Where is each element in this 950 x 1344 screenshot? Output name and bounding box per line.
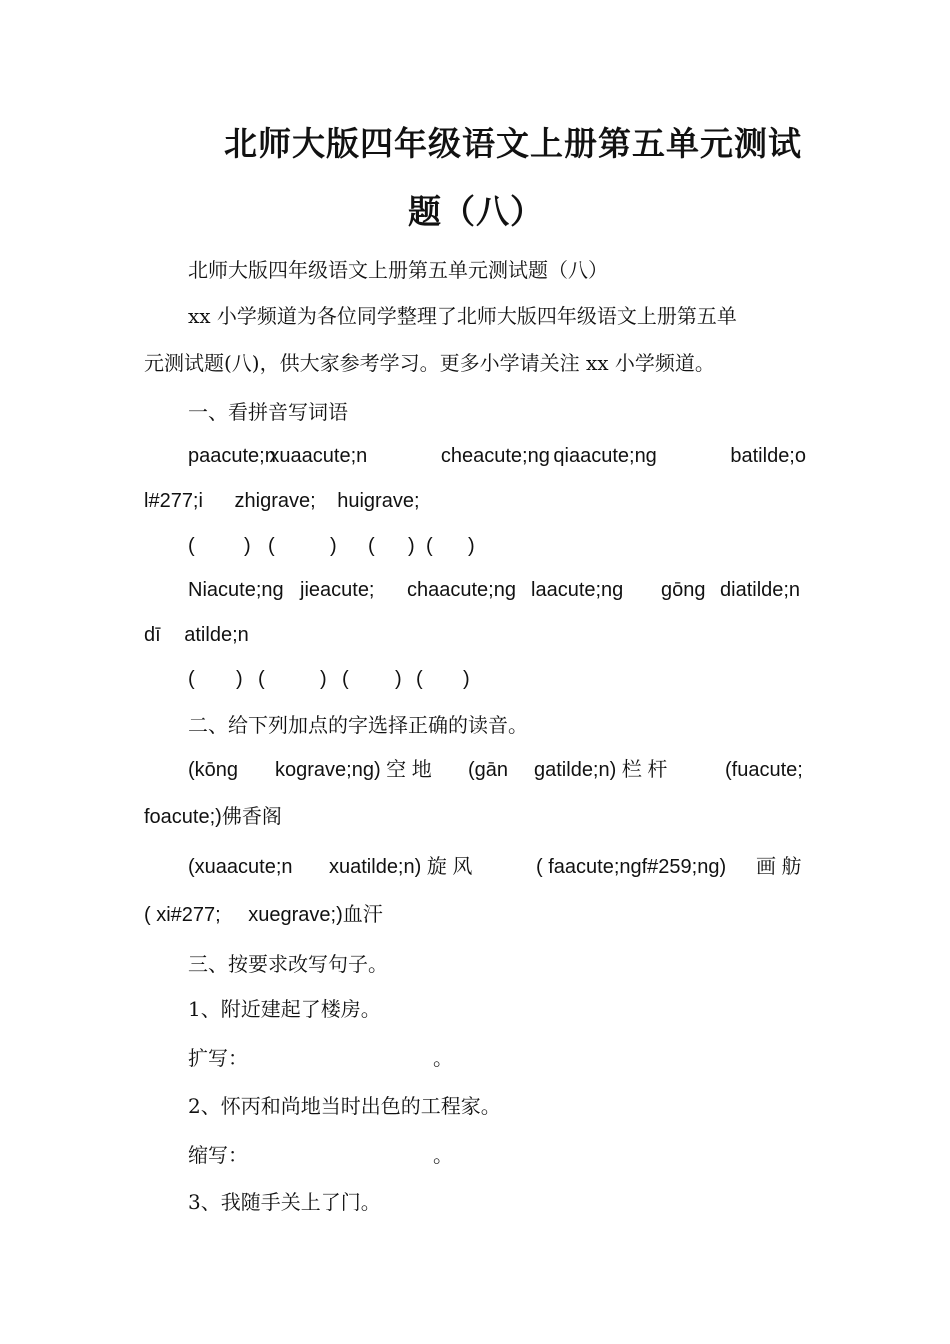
question-3: 3、我随手关上了门。: [188, 1190, 381, 1214]
reading-row-2-cont: [144, 902, 383, 928]
pinyin-word: huigrave;: [337, 490, 420, 512]
reading-option: ( xi#277;: [144, 904, 221, 926]
pinyin-row-1: [144, 443, 806, 469]
reading-option: 画 舫: [756, 856, 802, 878]
reading-row-1: [188, 757, 806, 783]
paren-open: (: [188, 535, 195, 557]
subtitle: 北师大版四年级语文上册第五单元测试题（八）: [188, 258, 608, 282]
pinyin-word: chaacute;ng: [407, 579, 516, 601]
answer-1-end: 。: [433, 1046, 453, 1070]
pinyin-word: gōng: [661, 579, 706, 601]
pinyin-word: paacute;n: [188, 445, 276, 467]
pinyin-word: xuaacute;n: [269, 445, 368, 467]
pinyin-word: diatilde;n: [720, 579, 801, 601]
reading-option: kograve;ng) 空 地: [275, 759, 432, 781]
paren-open: (: [426, 535, 433, 557]
pinyin-word: qiaacute;ng: [553, 445, 657, 467]
paren-open: (: [188, 668, 195, 690]
document-title-line2: 题（八）: [408, 192, 544, 231]
pinyin-word: dī: [144, 624, 161, 646]
reading-option: xuegrave;)血汗: [248, 904, 383, 926]
pinyin-word: cheacute;ng: [440, 445, 550, 467]
answer-blanks-2: [188, 666, 488, 692]
intro-line-2: 元测试题(八)，供大家参考学习。更多小学请关注 xx 小学频道。: [144, 351, 715, 375]
answer-blanks-1: [188, 533, 488, 559]
pinyin-row-2-cont: [144, 622, 249, 648]
pinyin-row-1-cont: [144, 488, 420, 514]
reading-option: (kōng: [188, 759, 239, 781]
pinyin-word: jieacute;: [300, 579, 375, 601]
pinyin-word: l#277;i: [144, 490, 203, 512]
pinyin-word: zhigrave;: [234, 490, 316, 512]
paren-open: (: [368, 535, 375, 557]
paren-open: (: [342, 668, 349, 690]
document-title-line1: 北师大版四年级语文上册第五单元测试: [224, 124, 802, 163]
pinyin-row-2: [188, 577, 806, 603]
answer-2-label: 缩写：: [188, 1143, 248, 1167]
question-2: 2、怀丙和尚地当时出色的工程家。: [188, 1094, 501, 1118]
reading-option: gatilde;n) 栏 杆: [534, 759, 668, 781]
reading-row-1-cont: foacute;)佛香阁: [144, 806, 282, 828]
question-1: 1、附近建起了楼房。: [188, 997, 381, 1021]
paren-close: ): [320, 668, 327, 690]
paren-close: ): [468, 535, 475, 557]
pinyin-word: Niacute;ng: [188, 579, 284, 601]
answer-2-end: 。: [433, 1143, 453, 1167]
paren-close: ): [236, 668, 243, 690]
paren-close: ): [408, 535, 415, 557]
paren-close: ): [395, 668, 402, 690]
reading-row-2: [188, 854, 806, 880]
reading-option: (xuaacute;n: [188, 856, 293, 878]
paren-close: ): [244, 535, 251, 557]
answer-1-label: 扩写：: [188, 1046, 248, 1070]
pinyin-word: laacute;ng: [531, 579, 624, 601]
paren-open: (: [416, 668, 423, 690]
reading-option: xuatilde;n) 旋 风: [329, 856, 473, 878]
intro-line-1: xx 小学频道为各位同学整理了北师大版四年级语文上册第五单: [188, 304, 737, 328]
pinyin-word: batilde;o: [730, 445, 806, 467]
section1-heading: 一、看拼音写词语: [188, 400, 348, 424]
paren-close: ): [330, 535, 337, 557]
reading-option: (gān: [468, 759, 509, 781]
paren-open: (: [268, 535, 275, 557]
reading-option: (fuacute;: [725, 759, 803, 781]
paren-open: (: [258, 668, 265, 690]
pinyin-word: atilde;n: [184, 624, 249, 646]
section3-heading: 三、按要求改写句子。: [188, 952, 388, 976]
section2-heading: 二、给下列加点的字选择正确的读音。: [188, 713, 528, 737]
paren-close: ): [463, 668, 470, 690]
reading-option: ( faacute;ngf#259;ng): [536, 856, 727, 878]
